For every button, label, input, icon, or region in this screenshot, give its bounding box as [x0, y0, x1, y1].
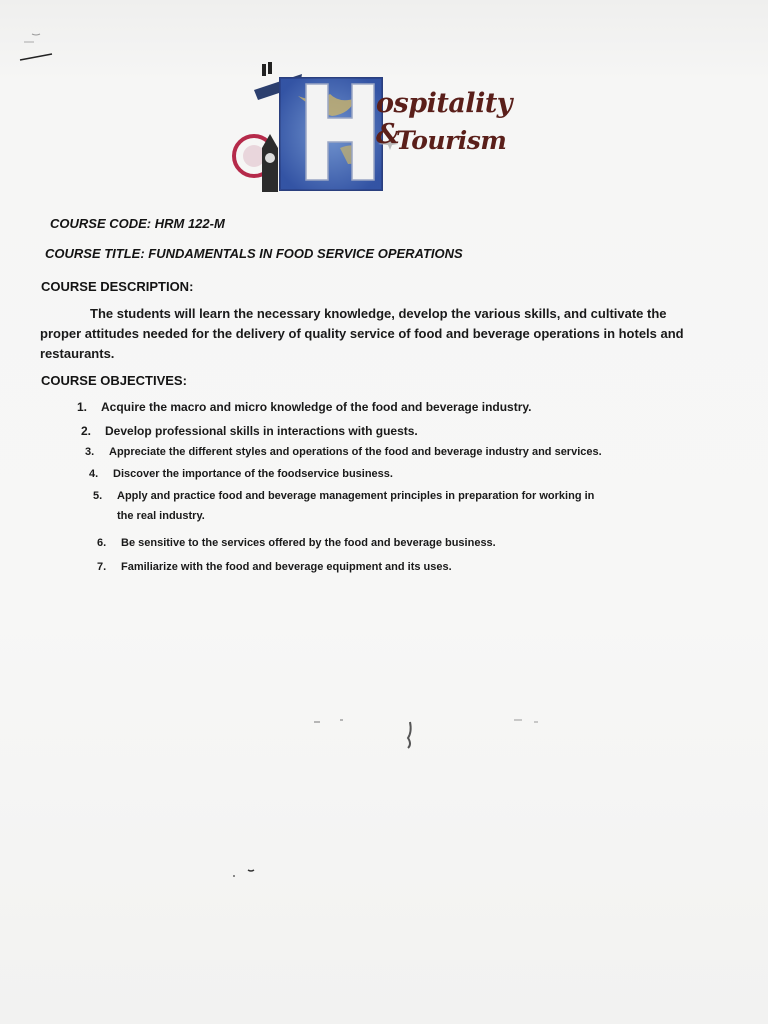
objective-text-continued: the real industry. — [117, 510, 205, 522]
objective-text: Apply and practice food and beverage management principles in preparation for working in — [117, 490, 595, 502]
course-title: COURSE TITLE: FUNDAMENTALS IN FOOD SERVICE OPERATIONS — [45, 246, 463, 261]
objective-text: Appreciate the different styles and operations of the food and beverage industry and services. — [109, 446, 602, 458]
objective-number: 7. — [97, 561, 107, 573]
objective-text: Familiarize with the food and beverage equipment and its uses. — [121, 561, 452, 573]
course-objectives-heading: COURSE OBJECTIVES: — [41, 373, 187, 388]
objective-text: Discover the importance of the foodservice business. — [113, 468, 393, 480]
course-code: COURSE CODE: HRM 122-M — [50, 216, 225, 231]
objective-item — [97, 561, 452, 573]
objective-number: 3. — [85, 446, 95, 458]
objective-item — [85, 446, 602, 458]
objective-text: Develop professional skills in interactions with guests. — [105, 424, 418, 438]
pen-mark — [18, 30, 54, 70]
scan-speck — [228, 862, 268, 882]
course-description-heading: COURSE DESCRIPTION: — [41, 279, 194, 294]
objective-item — [97, 537, 496, 549]
logo-text-tourism: Tourism — [396, 126, 507, 155]
course-description-body — [40, 304, 700, 364]
hospitality-tourism-logo — [228, 56, 518, 196]
objective-number: 4. — [89, 468, 99, 480]
objective-number: 2. — [81, 424, 92, 438]
objective-text: Be sensitive to the services offered by the food and beverage business. — [121, 537, 496, 549]
objective-item — [93, 490, 594, 522]
objective-number: 5. — [93, 490, 103, 502]
objective-text: Acquire the macro and micro knowledge of the food and beverage industry. — [101, 400, 532, 414]
objective-item — [81, 424, 418, 438]
objective-number: 6. — [97, 537, 107, 549]
course-description-text: The students will learn the necessary knowledge, develop the various skills, and cultivate the proper attitudes needed for the delivery of quality service of food and beverage operations in hotels and restaurants. — [40, 306, 684, 361]
objective-item — [77, 400, 532, 414]
logo-text-hospitality: ospitality & — [376, 88, 512, 150]
objective-item — [89, 468, 393, 480]
objective-number: 1. — [77, 400, 88, 414]
scan-smudge — [300, 710, 560, 770]
